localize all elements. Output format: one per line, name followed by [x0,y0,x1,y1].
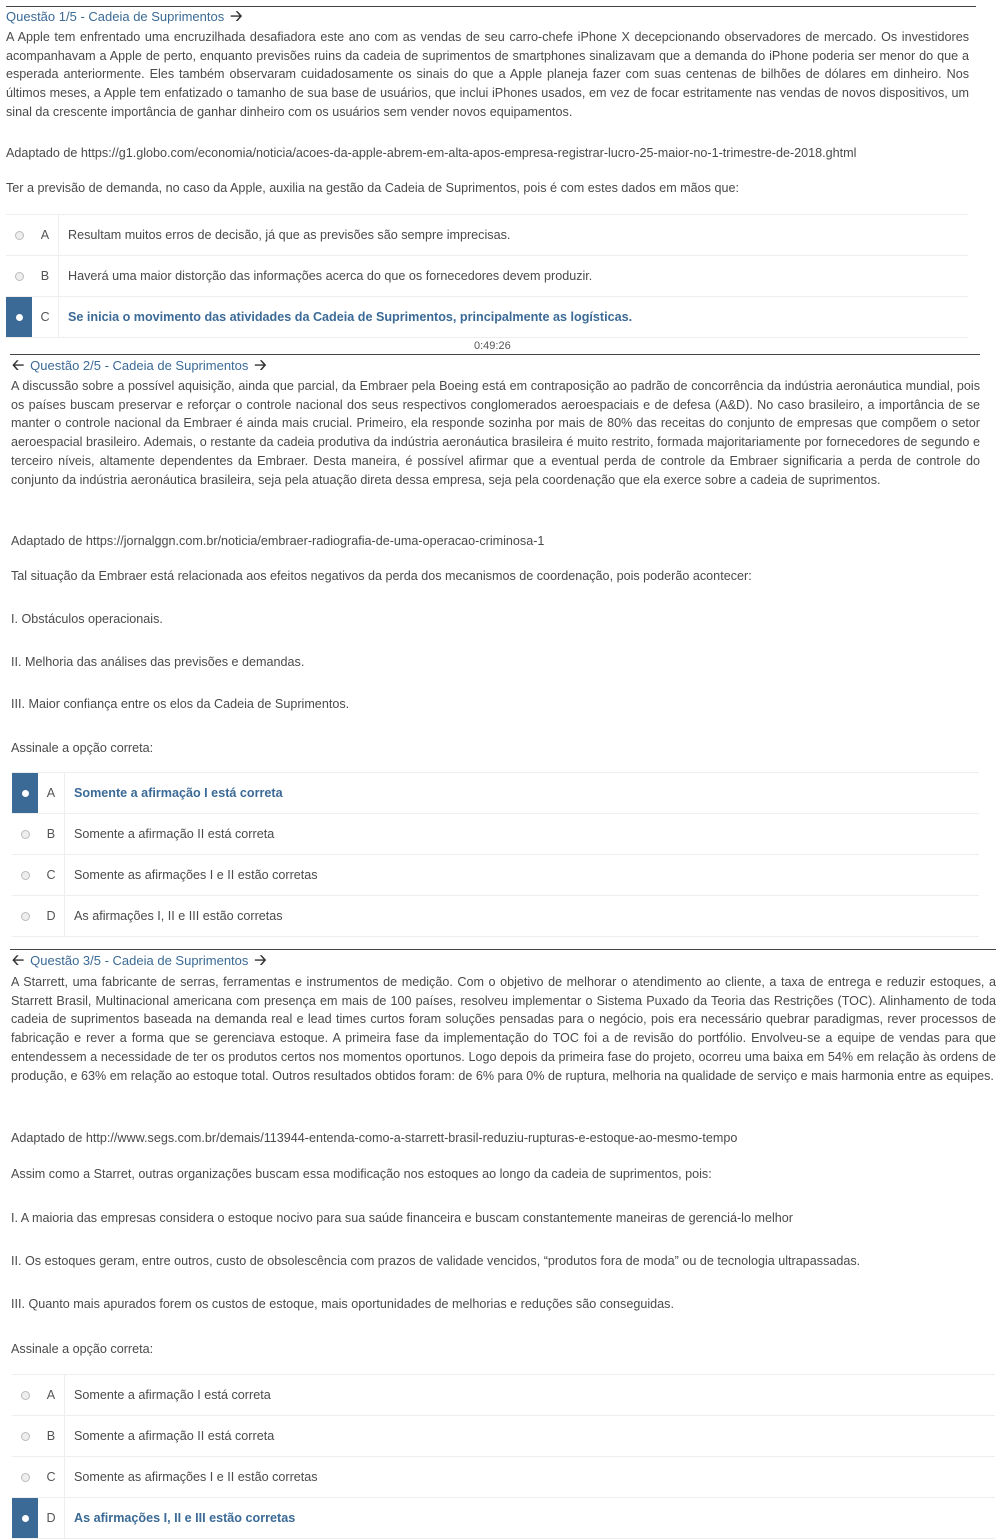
question-2-prompt: Tal situação da Embraer está relacionada aos efeitos negativos da perda dos mecanismos de coordenação, pois poderão acontecer: [11,569,752,583]
option-text: As afirmações I, II e III estão corretas [74,1511,296,1525]
next-arrow-icon[interactable]: 🡢 [230,8,243,25]
statement-2: II. Melhoria das análises das previsões e demandas. [11,655,305,669]
question-3-prompt: Assim como a Starret, outras organizações buscam essa modificação nos estoques ao longo da cadeia de suprimentos, pois: [11,1167,712,1181]
question-3-header [12,953,267,968]
radio-button[interactable] [21,871,30,880]
question-title: Questão 1/5 - Cadeia de Suprimentos [6,9,225,24]
timer: 0:49:26 [474,340,511,352]
question-3-instruction: Assinale a opção correta: [11,1342,154,1356]
previous-arrow-icon[interactable]: 🡠 [12,357,25,374]
previous-arrow-icon[interactable]: 🡠 [12,952,25,969]
option-text: Somente a afirmação II está correta [74,827,275,841]
option-text: Somente as afirmações I e II estão corretas [74,1470,318,1484]
option-letter: C [38,855,65,895]
radio-button[interactable] [21,830,30,839]
divider [10,354,980,355]
statement-2: II. Os estoques geram, entre outros, custo de obsolescência com prazos de validade vencidos, “produtos fora de moda” ou de tecnologia ultrapassadas. [11,1254,861,1268]
statement-3: III. Maior confiança entre os elos da Cadeia de Suprimentos. [11,697,350,711]
question-title: Questão 3/5 - Cadeia de Suprimentos [30,953,249,968]
radio-button[interactable] [21,1391,30,1400]
option-letter: B [38,1416,65,1456]
option-letter: B [32,256,59,296]
option-letter: A [38,773,65,813]
option-letter: A [32,215,59,255]
option-letter: B [38,814,65,854]
next-arrow-icon[interactable]: 🡢 [254,357,267,374]
question-1-options [6,214,968,338]
question-1-text: A Apple tem enfrentado uma encruzilhada desafiadora este ano com as vendas de seu carro-chefe iPhone X decepcionando observadores de mercado. Os investidores acompanhavam a Apple de perto, enquanto previsões ruins da cadeia de suprimentos de smartphones sinalizavam que a demanda do iPhone poderia ser menor do que a esperada anteriormente. Eles também observaram cuidadosamente os sinais do que a Apple planeja fazer com suas centenas de bilhões de dólares em dinheiro. Nos últimos meses, a Apple tem enfatizado o tamanho de sua base de usuários, que inclui iPhones usados, em vez de focar estritamente nas vendas de novos dispositivos, um sinal da crescente importância de ganhar dinheiro com os usuários sem vender novos equipamentos. [6,30,969,119]
option-d[interactable] [12,1498,995,1539]
radio-button[interactable] [21,1432,30,1441]
option-text: Haverá uma maior distorção das informações acerca do que os fornecedores devem produzir. [68,269,593,283]
option-c[interactable] [12,855,979,896]
question-2-source: Adaptado de https://jornalggn.com.br/noticia/embraer-radiografia-de-uma-operacao-criminosa-1 [11,534,545,548]
radio-button[interactable] [15,231,24,240]
option-text: Somente a afirmação II está correta [74,1429,275,1443]
question-3-source: Adaptado de http://www.segs.com.br/demais/113944-entenda-como-a-starrett-brasil-reduziu-rupturas-e-estoque-ao-mesmo-tempo [11,1131,738,1145]
radio-button[interactable] [16,314,23,321]
option-a[interactable] [6,215,968,256]
option-b[interactable] [6,256,968,297]
radio-button[interactable] [21,912,30,921]
option-text: Somente a afirmação I está correta [74,786,283,800]
option-text: Resultam muitos erros de decisão, já que as previsões são sempre imprecisas. [68,228,511,242]
radio-button[interactable] [22,1515,29,1522]
question-2-text: A discussão sobre a possível aquisição, ainda que parcial, da Embraer pela Boeing está em contraposição ao padrão de concorrência da indústria aeronáutica mundial, pois os países buscam preservar e reforçar o controle nacional dos seus respectivos conglomerados aeroespaciais e de defesa (A&D). No caso brasileiro, a importância de se manter o controle nacional da Embraer é ainda mais crucial. Primeiro, ela responde sozinha por mais de 80% das receitas do conjunto de empresas que compõem o setor aeroespacial brasileiro. Ademais, o restante da cadeia produtiva da indústria aeronáutica brasileira é muito restrito, formada majoritariamente por fornecedores de segundo e terceiro níveis, altamente dependentes da Embraer. Desta maneira, é possível afirmar que a eventual perda de controle da Embraer significaria a perda de controle do conjunto da indústria aeronáutica brasileira, seja pela atuação direta dessa empresa, seja pela coordenação que ela exerce sobre a cadeia de suprimentos. [11,379,980,487]
radio-button[interactable] [15,272,24,281]
question-title: Questão 2/5 - Cadeia de Suprimentos [30,358,249,373]
option-letter: D [38,896,65,936]
question-1-source: Adaptado de https://g1.globo.com/economia/noticia/acoes-da-apple-abrem-em-alta-apos-empresa-registrar-lucro-25-maior-no-1-trimestre-de-2018.ghtml [6,146,857,160]
question-2-options [12,772,979,937]
option-letter: A [38,1375,65,1415]
option-letter: D [38,1498,65,1538]
statement-3: III. Quanto mais apurados forem os custos de estoque, mais oportunidades de melhorias e reduções são conseguidas. [11,1297,674,1311]
next-arrow-icon[interactable]: 🡢 [254,952,267,969]
divider [6,6,976,7]
option-text: Se inicia o movimento das atividades da Cadeia de Suprimentos, principalmente as logísticas. [68,310,633,324]
option-text: Somente as afirmações I e II estão corretas [74,868,318,882]
option-letter: C [32,297,59,337]
divider [10,949,996,950]
option-b[interactable] [12,814,979,855]
question-3-options [12,1374,995,1539]
question-2-header [12,358,267,373]
option-letter: C [38,1457,65,1497]
option-c[interactable] [6,297,968,338]
question-3-text: A Starrett, uma fabricante de serras, ferramentas e instrumentos de medição. Com o objetivo de melhorar o atendimento ao cliente, a taxa de entrega e reduzir estoques, a Starrett Brasil, Multinacional americana com presença em mais de 100 países, resolveu implementar o Sistema Puxado da Teoria das Restrições (TOC). Alinhamento de toda cadeia de suprimentos baseada na demanda real e lead times curtos foram soluções pensadas para o negócio, pois era necessário quebrar paradigmas, rever processos de fabricação e rever a forma que se gerenciava estoque. A primeira fase da implementação do TOC foi a de revisão do portfólio. Envolveu-se a equipe de vendas para que entendessem a necessidade de ter os produtos certos nos momentos oportunos. Logo depois da primeira fase do projeto, ocorreu uma baixa em 54% em relação às ordens de produção, e 63% em relação ao estoque total. Outros resultados obtidos foram: de 6% para 0% de ruptura, melhoria na qualidade de serviço e mais harmonia entre as equipes. [11,975,996,1083]
option-c[interactable] [12,1457,995,1498]
option-text: Somente a afirmação I está correta [74,1388,271,1402]
option-text: As afirmações I, II e III estão corretas [74,909,283,923]
statement-1: I. Obstáculos operacionais. [11,612,163,626]
radio-button[interactable] [22,790,29,797]
question-1-header [6,9,242,24]
radio-button[interactable] [21,1473,30,1482]
option-d[interactable] [12,896,979,937]
option-b[interactable] [12,1416,995,1457]
question-1-prompt: Ter a previsão de demanda, no caso da Apple, auxilia na gestão da Cadeia de Suprimentos, pois é com estes dados em mãos que: [6,181,739,195]
question-2-instruction: Assinale a opção correta: [11,741,154,755]
option-a[interactable] [12,1375,995,1416]
option-a[interactable] [12,773,979,814]
statement-1: I. A maioria das empresas considera o estoque nocivo para sua saúde financeira e buscam constantemente maneiras de gerenciá-lo melhor [11,1211,793,1225]
